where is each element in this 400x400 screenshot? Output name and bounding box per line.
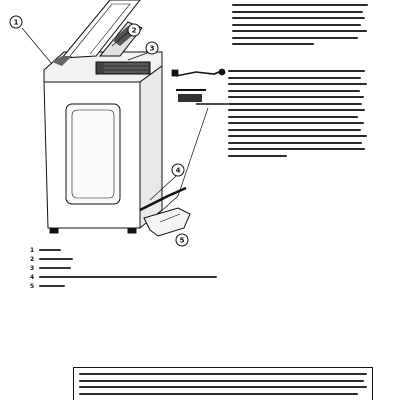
parts-list-number: 5: [30, 282, 35, 290]
callout-2: [128, 24, 140, 36]
svg-text:1: 1: [13, 18, 19, 27]
parts-list: [30, 246, 240, 291]
parts-list-item-2: [30, 255, 240, 263]
svg-text:5: 5: [179, 236, 185, 245]
svg-text:3: 3: [149, 44, 155, 53]
instruction-text-top: [232, 4, 368, 50]
parts-list-number: 3: [30, 264, 35, 272]
svg-text:2: 2: [131, 26, 137, 35]
svg-text:4: 4: [175, 166, 181, 175]
parts-list-number: 1: [30, 246, 35, 254]
callout-1: [10, 16, 22, 28]
parts-list-item-1: [30, 246, 240, 254]
callout-3: [146, 42, 158, 54]
callout-4: [172, 164, 184, 176]
parts-list-item-3: [30, 264, 240, 272]
parts-list-item-4: [30, 273, 240, 281]
note-box: [73, 367, 373, 400]
callout-5: [176, 234, 188, 246]
machine-body: [44, 52, 162, 233]
parts-list-number: 4: [30, 273, 35, 281]
parts-list-number: 2: [30, 255, 35, 263]
instruction-text-middle: [228, 70, 368, 161]
parts-list-item-5: [30, 282, 240, 290]
detail-parts: [172, 69, 228, 104]
washing-machine-illustration: [0, 0, 240, 250]
